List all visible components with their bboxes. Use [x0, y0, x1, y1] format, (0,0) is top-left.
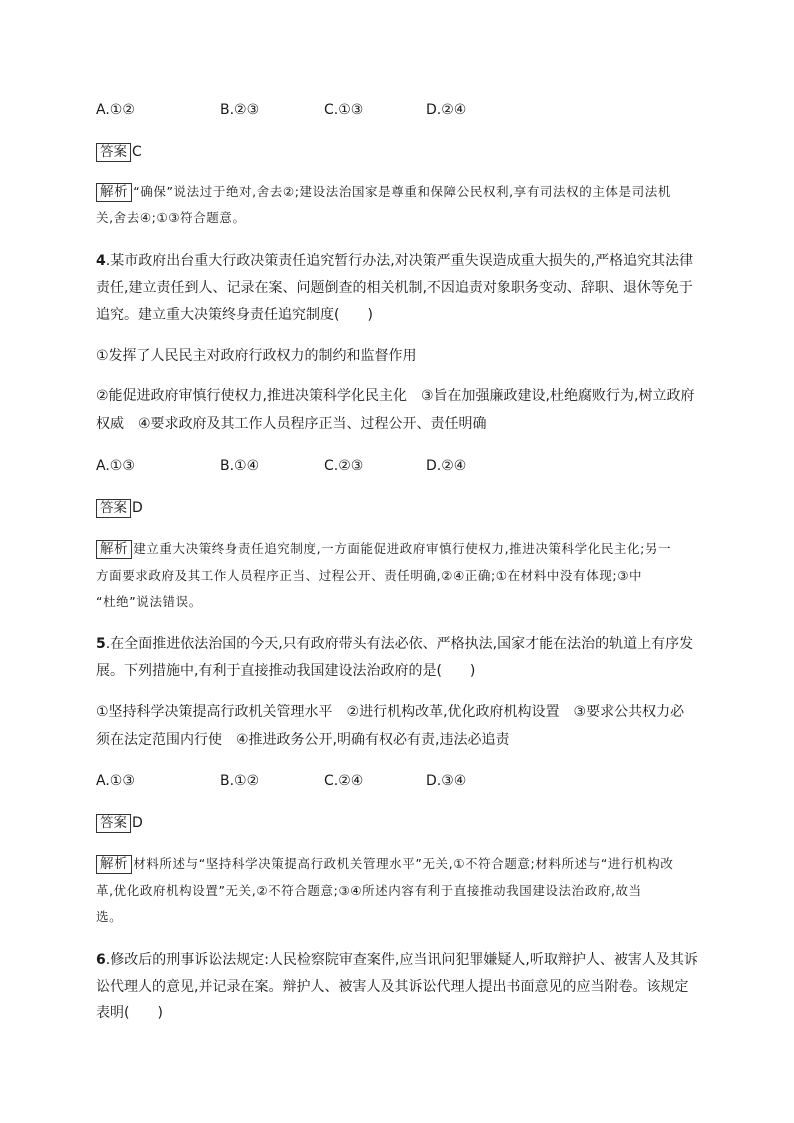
q3-option-c: C.①③ — [324, 102, 364, 118]
q4-stem-line-3: 追究。建立重大决策终身责任追究制度( ) — [96, 307, 373, 323]
q5-statement-1: ①坚持科学决策提高行政机关管理水平 ②进行机构改革,优化政府机构设置 ③要求公共权力必 — [96, 704, 685, 720]
q4-explanation-line-3: “杜绝”说法错误。 — [96, 594, 202, 609]
q4-answer-value: D — [132, 500, 143, 516]
answer-tag: 答案 — [96, 814, 131, 833]
q4-option-a: A.①③ — [96, 458, 135, 474]
q4-statement-3: 权威 ④要求政府及其工作人员程序正当、过程公开、责任明确 — [96, 416, 487, 432]
explain-tag: 解析 — [96, 540, 132, 559]
q5-explanation-line-1: 解析 材料所述与“坚持科学决策提高行政机关管理水平”无关,①不符合题意;材料所述与“进行机构改 — [96, 854, 673, 874]
q4-option-c: C.②③ — [324, 458, 364, 474]
q6-stem-line-1: 6.修改后的刑事诉讼法规定:人民检察院审查案件,应当讯问犯罪嫌疑人,听取辩护人、被害人及其诉 — [96, 952, 698, 968]
q5-option-b: B.①② — [220, 773, 260, 789]
q5-explanation-line-2: 革,优化政府机构设置”无关,②不符合题意;③④所述内容有利于直接推动我国建设法治政府,故当 — [96, 883, 642, 898]
q5-answer-value: D — [132, 815, 143, 831]
q5-option-d: D.③④ — [426, 773, 467, 789]
q3-explanation-line-1: 解析 “确保”说法过于绝对,舍去②;建设法治国家是尊重和保障公民权利,享有司法权的主体是司法机 — [96, 182, 671, 202]
q5-number: 5 — [96, 636, 106, 652]
q4-stem-line-1: 4.某市政府出台重大行政决策责任追究暂行办法,对决策严重失误造成重大损失的,严格追究其法律 — [96, 253, 694, 269]
explain-tag: 解析 — [96, 855, 132, 874]
q4-option-d: D.②④ — [426, 458, 467, 474]
q5-statement-2: 须在法定范围内行使 ④推进政务公开,明确有权必有责,违法必追责 — [96, 732, 510, 748]
q5-option-c: C.②④ — [324, 773, 364, 789]
q4-option-b: B.①④ — [220, 458, 260, 474]
explain-tag: 解析 — [96, 183, 132, 202]
q4-explanation-line-2: 方面要求政府及其工作人员程序正当、过程公开、责任明确,②④正确;①在材料中没有体现;③中 — [96, 568, 643, 583]
q4-explanation-line-1: 解析 建立重大决策终身责任追究制度,一方面能促进政府审慎行使权力,推进决策科学化民主化;另一 — [96, 539, 671, 559]
q5-stem-line-1: 5.在全面推进依法治国的今天,只有政府带头有法必依、严格执法,国家才能在法治的轨道上有序发 — [96, 636, 694, 652]
q4-stem-line-2: 责任,建立责任到人、记录在案、问题倒查的相关机制,不因追责对象职务变动、辞职、退休等免于 — [96, 280, 693, 296]
q4-statement-1: ①发挥了人民民主对政府行政权力的制约和监督作用 — [96, 348, 417, 364]
q3-answer — [96, 142, 142, 162]
q5-explanation-line-3: 选。 — [96, 909, 123, 924]
answer-tag: 答案 — [96, 143, 131, 162]
q6-stem-line-2: 讼代理人的意见,并记录在案。辩护人、被害人及其诉讼代理人提出书面意见的应当附卷。该规定 — [96, 979, 689, 995]
q4-number: 4 — [96, 253, 106, 269]
q4-answer — [96, 498, 143, 518]
q5-answer — [96, 813, 143, 833]
q3-option-a: A.①② — [96, 102, 135, 118]
q4-statement-2: ②能促进政府审慎行使权力,推进决策科学化民主化 ③旨在加强廉政建设,杜绝腐败行为,树立政府 — [96, 388, 695, 404]
q3-option-b: B.②③ — [220, 102, 260, 118]
q3-answer-value: C — [132, 144, 142, 160]
q3-option-d: D.②④ — [426, 102, 467, 118]
q5-stem-line-2: 展。下列措施中,有利于直接推动我国建设法治政府的是( ) — [96, 663, 476, 679]
answer-tag: 答案 — [96, 499, 131, 518]
q6-number: 6 — [96, 952, 106, 968]
q3-explanation-line-2: 关,舍去④;①③符合题意。 — [96, 210, 246, 225]
q5-option-a: A.①③ — [96, 773, 135, 789]
q6-stem-line-3: 表明( ) — [96, 1005, 163, 1021]
